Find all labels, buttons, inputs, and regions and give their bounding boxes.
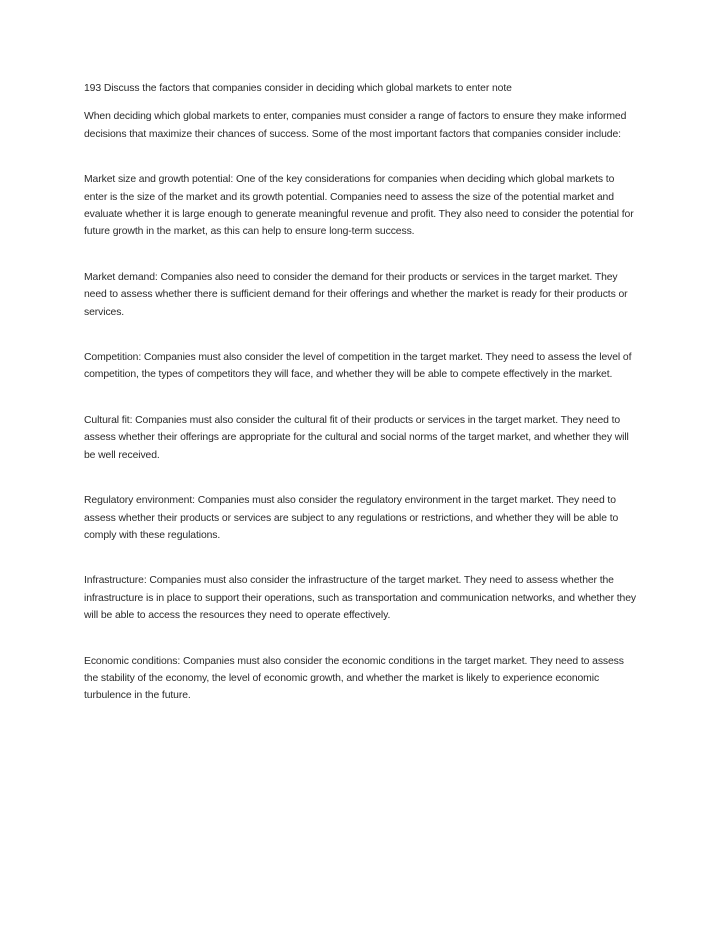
intro-paragraph: When deciding which global markets to enter, companies must consider a range of factors to ensure they make informed decisions that maximize their chances of success. Some of the most important factors that companies consider include: [84,111,627,140]
section-regulatory-environment: Regulatory environment: Companies must also consider the regulatory environment in the target market. They need to assess whether their products or services are subject to any regulations or restrictions, and whether they will be able to comply with these regulations. [84,495,619,541]
section-market-size: Market size and growth potential: One of the key considerations for companies when deciding which global markets to enter is the size of the market and its growth potential. Companies need to assess the size of the potential market and evaluate whether it is large enough to generate meaningful revenue and profit. They also need to consider the potential for future growth in the market, as this can help to ensure long-term success. [84,174,634,238]
document-heading: 193 Discuss the factors that companies consider in deciding which global markets to enter note [84,83,512,94]
section-economic-conditions: Economic conditions: Companies must also consider the economic conditions in the target market. They need to assess the stability of the economy, the level of economic growth, and whether the market is likely to experience economic turbulence in the future. [84,655,624,702]
section-cultural-fit: Cultural fit: Companies must also consider the cultural fit of their products or services in the target market. They need to assess whether their offerings are appropriate for the cultural and social norms of the target market, and whether they will be well received. [84,414,629,461]
section-infrastructure: Infrastructure: Companies must also consider the infrastructure of the target market. They need to assess whether the infrastructure is in place to support their operations, such as transportation and communication networks, and whether they will be able to access the resources they need to operate effectively. [84,575,636,622]
section-market-demand: Market demand: Companies also need to consider the demand for their products or services in the target market. They need to assess whether there is sufficient demand for their offerings and whether the market is ready for their products or services. [84,271,628,318]
section-competition: Competition: Companies must also consider the level of competition in the target market. They need to assess the level of competition, the types of competitors they will face, and whether they will be able to compete effectively in the market. [84,352,632,381]
